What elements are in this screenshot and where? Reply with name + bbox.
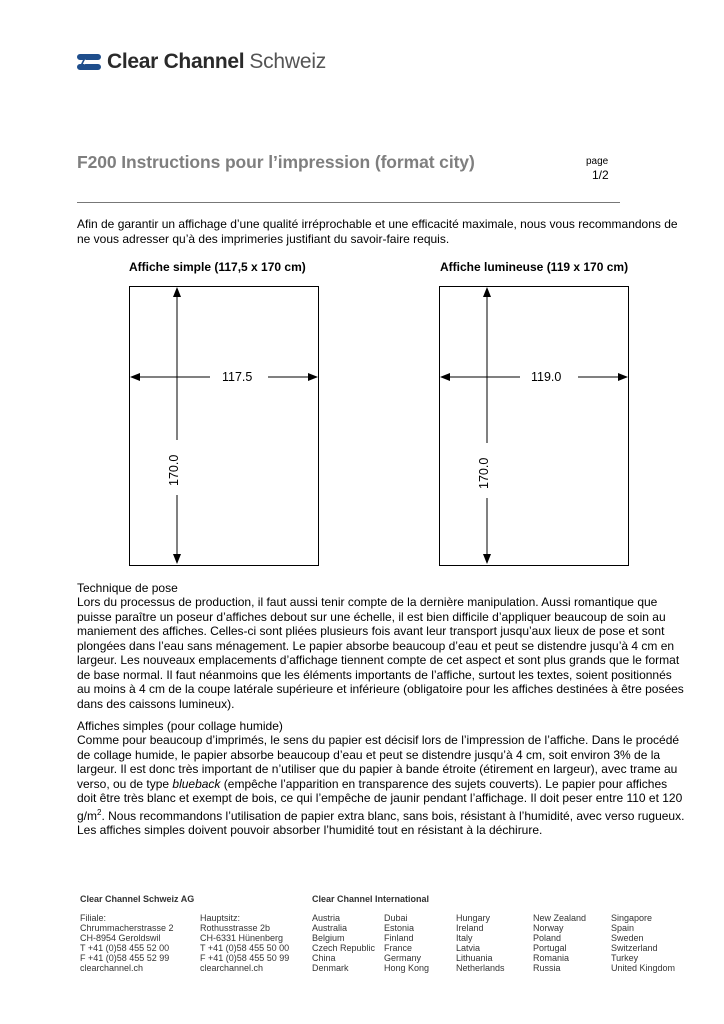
- country-item: Romania: [533, 953, 570, 963]
- country-item: Latvia: [456, 943, 481, 953]
- country-item: Denmark: [312, 963, 349, 973]
- country-item: Australia: [312, 923, 348, 933]
- country-item: Turkey: [611, 953, 639, 963]
- country-item: Singapore: [611, 913, 653, 923]
- country-item: Italy: [456, 933, 473, 943]
- blueback-term: blueback: [172, 776, 221, 791]
- country-item: China: [312, 953, 336, 963]
- footer-international-heading: Clear Channel International: [312, 894, 430, 904]
- affiches-simples-heading: Affiches simples (pour collage humide): [77, 719, 283, 733]
- hauptsitz-line: Hauptsitz:: [200, 913, 241, 923]
- affiches-text-part2: (empêche l’apparition en transparence des sujets couverts). Le papier pour affiches doit être très blanc et exempt de bois, ce qui l’empêche de jaunir pendant l’affichage. Il doit peser entre 110 et 120 g/m: [77, 776, 683, 823]
- country-item: France: [384, 943, 413, 953]
- filiale-phone: T +41 (0)58 455 52 00: [80, 943, 170, 953]
- footer-countries-col3: [456, 913, 505, 973]
- document-title: F200 Instructions pour l’impression (format city): [77, 152, 475, 172]
- filiale-website: clearchannel.ch: [80, 963, 144, 973]
- footer-countries-col2: [384, 913, 429, 973]
- country-item: Russia: [533, 963, 561, 973]
- technique-heading: Technique de pose: [77, 581, 178, 595]
- country-item: Hungary: [456, 913, 491, 923]
- filiale-line: Filiale:: [80, 913, 107, 923]
- affiches-text-part3: . Nous recommandons l’utilisation de papier extra blanc, sans bois, résistant à l’humidité, avec verso rugueux. Les affiches simples doivent pouvoir absorber l’humidité tout en résistant à la déchirure.: [77, 808, 685, 837]
- country-item: Belgium: [312, 933, 345, 943]
- hauptsitz-fax: F +41 (0)58 455 50 99: [200, 953, 290, 963]
- country-item: Spain: [611, 923, 635, 933]
- country-item: Switzerland: [611, 943, 658, 953]
- brand-name: Clear Channel: [107, 50, 245, 73]
- affiches-text-part1: Comme pour beaucoup d’imprimés, le sens du papier est décisif lors de l’impression de l’affiche. Dans le procédé de collage humide, le papier absorbe beaucoup d’eau et peut se distendre jusqu’à 4 cm, soit environ 3% de la largeur. Il est donc très important de n’utiliser que du papier à bande étroite (étirement en largeur), avec trame au verso, ou de type: [77, 733, 680, 791]
- affiches-simples-paragraph: [77, 733, 687, 838]
- country-item: Dubai: [384, 913, 408, 923]
- country-item: Lithuania: [456, 953, 493, 963]
- hauptsitz-phone: T +41 (0)58 455 50 00: [200, 943, 290, 953]
- footer-countries-col1: [312, 913, 375, 973]
- country-item: Ireland: [456, 923, 484, 933]
- page-label: page: [586, 156, 609, 167]
- technique-paragraph: Lors du processus de production, il faut aussi tenir compte de la dernière manipulation. Aussi romantique que puisse paraître un poseur d’affiches debout sur une échelle, il est bien difficile d’appliquer beaucoup de soin au maniement des affiches. Celles-ci sont pliées plusieurs fois avant leur transport jusqu’aux lieux de pose et sont plongées dans l’eau sans ménagement. Le papier absorbe beaucoup d’eau et peut se distendre jusqu’à 4 cm en largeur. Les nouveaux emplacements d’affichage tiennent compte de cet aspect et sont plus grands que le format de base normal. Il faut néanmoins que les éléments importants de l’affiche, surtout les textes, soient positionnés au moins à 4 cm de la coupe latérale supérieure et inférieure (obligatoire pour les affiches destinées à être posées dans des caissons lumineux).: [77, 595, 684, 711]
- lumineuse-width-label: 119.0: [531, 370, 562, 384]
- filiale-line: Chrummacherstrasse 2: [80, 923, 174, 933]
- intro-paragraph: Afin de garantir un affichage d’une qualité irréprochable et une efficacité maximale, nous vous recommandons de ne vous adresser qu’à des imprimeries justifiant du savoir-faire requis.: [77, 217, 678, 246]
- lumineuse-height-label: 170.0: [477, 457, 491, 489]
- filiale-fax: F +41 (0)58 455 52 99: [80, 953, 170, 963]
- country-item: Czech Republic: [312, 943, 376, 953]
- hauptsitz-website: clearchannel.ch: [200, 963, 264, 973]
- footer-countries-col5: [611, 913, 675, 973]
- footer-hauptsitz-address: [200, 913, 289, 973]
- country-item: Austria: [312, 913, 341, 923]
- footer-company-name: Clear Channel Schweiz AG: [80, 894, 195, 904]
- country-item: Germany: [384, 953, 422, 963]
- affiche-simple-caption: Affiche simple (117,5 x 170 cm): [129, 260, 306, 274]
- simple-height-label: 170.0: [167, 454, 181, 486]
- country-item: Estonia: [384, 923, 415, 933]
- country-item: Netherlands: [456, 963, 505, 973]
- country-item: New Zealand: [533, 913, 587, 923]
- country-item: Poland: [533, 933, 562, 943]
- hauptsitz-line: CH-6331 Hünenberg: [200, 933, 284, 943]
- superscript-2: 2: [97, 807, 102, 817]
- country-item: Finland: [384, 933, 414, 943]
- country-item: Norway: [533, 923, 564, 933]
- country-item: Hong Kong: [384, 963, 430, 973]
- footer-countries-col4: [533, 913, 586, 973]
- affiche-lumineuse-caption: Affiche lumineuse (119 x 170 cm): [440, 260, 629, 274]
- simple-width-label: 117.5: [222, 370, 253, 384]
- footer-filiale-address: [80, 913, 174, 973]
- filiale-line: CH-8954 Geroldswil: [80, 933, 161, 943]
- country-item: Portugal: [533, 943, 567, 953]
- page-number: 1/2: [592, 168, 609, 182]
- brand-country: Schweiz: [249, 50, 327, 73]
- country-item: Sweden: [611, 933, 644, 943]
- hauptsitz-line: Rothusstrasse 2b: [200, 923, 271, 933]
- country-item: United Kingdom: [611, 963, 676, 973]
